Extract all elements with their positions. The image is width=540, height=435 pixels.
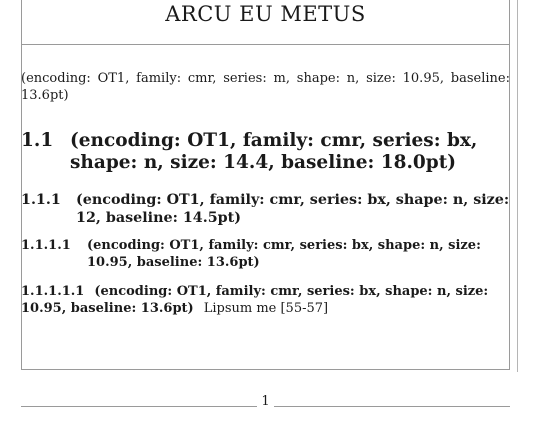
subsubsection-heading	[21, 237, 510, 271]
page-number	[21, 394, 510, 410]
section-text: (encoding: OT1, family: cmr, series: bx, shape: n, size: 14.4, baseline: 18.0pt)	[70, 130, 478, 173]
subsection-text: (encoding: OT1, family: cmr, series: bx, shape: n, size: 12, baseline: 14.5pt)	[76, 192, 510, 226]
paragraph-body-text: Lipsum me [55-57]	[203, 301, 329, 316]
section-number: 1.1	[21, 130, 54, 151]
header-rule	[21, 44, 510, 45]
page-title: ARCU EU METUS	[165, 2, 366, 26]
next-page-edge	[517, 0, 518, 372]
paragraph-heading-text: (encoding: OT1, family: cmr, series: bx, shape: n, size: 10.95, baseline: 13.6pt)	[21, 284, 489, 316]
paragraph-heading	[21, 283, 510, 317]
subsection-number: 1.1.1	[21, 192, 61, 208]
page-number-text: 1	[257, 394, 273, 409]
paragraph-number: 1.1.1.1.1	[21, 284, 85, 299]
subsubsection-text: (encoding: OT1, family: cmr, series: bx, shape: n, size: 10.95, baseline: 13.6pt)	[87, 238, 481, 270]
body-paragraph: (encoding: OT1, family: cmr, series: m, shape: n, size: 10.95, baseline: 13.6pt)	[21, 71, 510, 103]
section-heading	[21, 130, 510, 174]
subsubsection-number: 1.1.1.1	[21, 238, 71, 253]
subsection-heading	[21, 191, 510, 227]
